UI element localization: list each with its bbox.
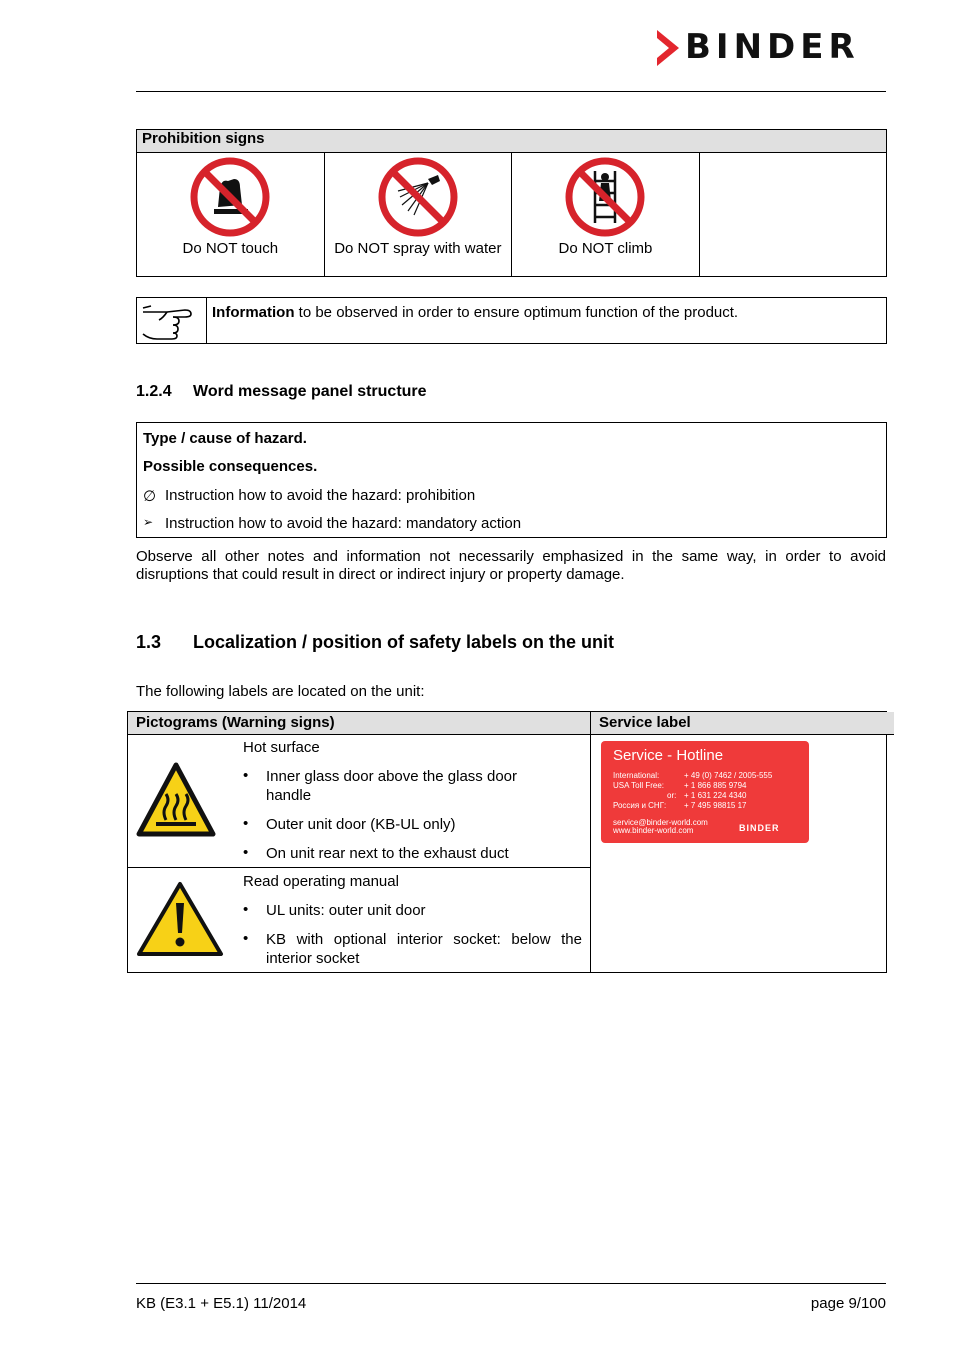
hot-item: Outer unit door (KB-UL only) <box>266 816 456 833</box>
footer-page-number: page 9/100 <box>810 1295 886 1312</box>
header-rule <box>136 91 886 92</box>
col-service-header: Service label <box>591 712 894 735</box>
bullet: • <box>243 930 249 947</box>
bullet: • <box>243 901 249 918</box>
manual-title: Read operating manual <box>243 873 399 890</box>
no-touch-icon <box>190 157 270 237</box>
brand-name: BINDER <box>685 27 860 67</box>
observe-note: Observe all other notes and information not necessarily emphasized in the same way, in order to avoid disruptions that could result in direct or indirect injury or property damage. <box>136 548 886 583</box>
word-message-panel <box>136 422 887 538</box>
service-row-label: USA Toll Free: <box>613 781 664 790</box>
service-row-value: + 49 (0) 7462 / 2005-555 <box>684 771 773 780</box>
service-row-label: or: <box>667 791 677 800</box>
hot-surface-title: Hot surface <box>243 739 320 756</box>
sign-label: Do NOT spray with water <box>334 240 502 257</box>
exclamation-warning-icon <box>136 881 224 957</box>
service-email: service@binder-world.com <box>613 818 708 827</box>
service-web: www.binder-world.com <box>613 826 694 835</box>
service-row-value: + 7 495 98815 17 <box>684 801 747 810</box>
panel-prohibition-instruction: Instruction how to avoid the hazard: prohibition <box>165 487 476 504</box>
section-13-title: Localization / position of safety labels on the unit <box>193 632 615 652</box>
bullet: • <box>243 844 249 861</box>
service-row-value: + 1 866 885 9794 <box>684 781 747 790</box>
no-climb-icon <box>565 157 645 237</box>
service-row-value: + 1 631 224 4340 <box>684 791 747 800</box>
col-pictograms-header: Pictograms (Warning signs) <box>128 712 598 735</box>
service-label <box>601 741 809 843</box>
information-text <box>212 304 738 321</box>
sign-label: Do NOT climb <box>558 240 653 257</box>
prohibition-cell <box>512 153 700 277</box>
information-body: to be observed in order to ensure optimum function of the product. <box>294 304 739 321</box>
bullet: • <box>243 767 249 784</box>
section-124-title: Word message panel structure <box>193 383 427 400</box>
information-box <box>136 297 887 344</box>
prohibition-cell <box>137 153 325 277</box>
footer-doc-id: KB (E3.1 + E5.1) 11/2014 <box>136 1295 307 1312</box>
prohibition-cell <box>324 153 512 277</box>
service-row-label: Россия и СНГ: <box>613 801 667 810</box>
footer-rule <box>136 1283 886 1284</box>
row-divider <box>128 867 590 868</box>
manual-item: UL units: outer unit door <box>266 902 426 919</box>
panel-hazard-type: Type / cause of hazard. <box>143 430 307 447</box>
section-13-number: 1.3 <box>136 632 162 652</box>
service-row-label: International: <box>613 771 660 780</box>
prohibition-symbol: ∅ <box>143 488 157 505</box>
binder-logo-mark-icon <box>655 30 681 66</box>
prohibition-title: Prohibition signs <box>137 130 887 153</box>
service-title: Service - Hotline <box>613 747 724 764</box>
column-divider <box>590 712 591 972</box>
prohibition-cell-empty <box>699 153 886 277</box>
information-bold: Information <box>212 304 295 321</box>
bullet: • <box>243 815 249 832</box>
sign-label: Do NOT touch <box>182 240 279 257</box>
pointing-hand-icon <box>137 298 207 343</box>
labels-intro: The following labels are located on the unit: <box>136 683 425 700</box>
manual-item: KB with optional interior socket: below the interior socket <box>266 931 582 967</box>
no-spray-water-icon <box>378 157 458 237</box>
panel-mandatory-instruction: Instruction how to avoid the hazard: mandatory action <box>165 515 522 532</box>
arrow-bullet-icon: ➢ <box>143 515 154 529</box>
hot-item: Inner glass door above the glass door handle <box>266 768 517 804</box>
panel-consequences: Possible consequences. <box>143 458 318 475</box>
hot-surface-warning-icon <box>136 762 216 838</box>
service-brand: BINDER <box>739 823 780 833</box>
binder-logo <box>655 27 887 67</box>
section-124-number: 1.2.4 <box>136 383 172 400</box>
prohibition-signs-table <box>136 129 887 277</box>
hot-item: On unit rear next to the exhaust duct <box>266 845 509 862</box>
